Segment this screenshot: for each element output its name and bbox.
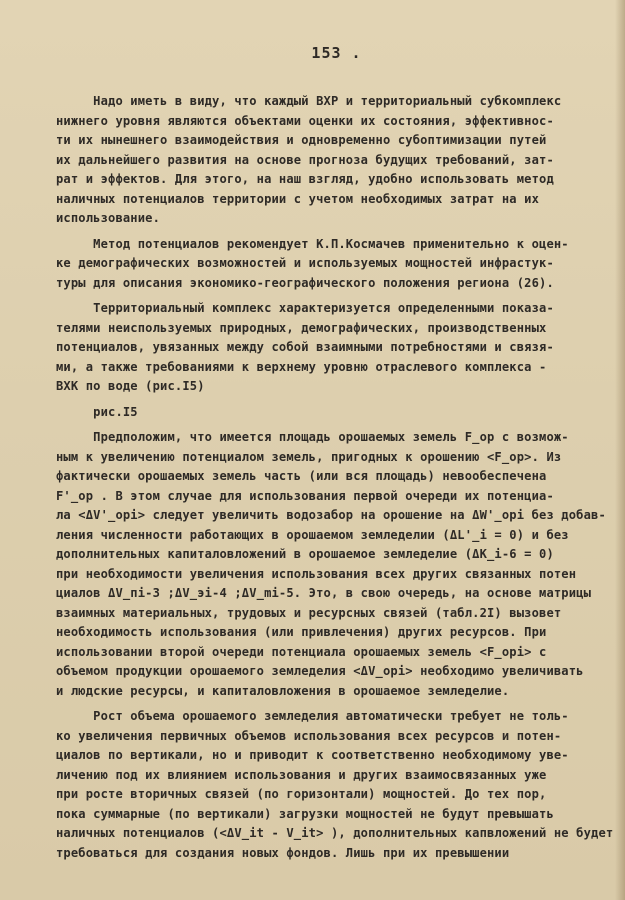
text-line: Надо иметь в виду, что каждый ВХР и территориальный субкомплекс: [56, 94, 562, 108]
text-line: циалов по вертикали, но и приводит к соответственно необходимому уве-: [56, 748, 569, 762]
text-line: их дальнейшего развития на основе прогноза будущих требований, зат-: [56, 152, 554, 167]
text-line: рат и эффектов. Для этого, на наш взгляд, удобно использовать метод: [56, 172, 554, 186]
text-line: потенциалов, увязанных между собой взаимными потребностями и связя-: [56, 340, 554, 354]
page-edge-shadow: [615, 0, 625, 900]
text-line: использовании второй очереди потенциала орошаемых земель <F_орi> с: [56, 644, 547, 659]
figure-reference: [56, 403, 595, 423]
text-line: Метод потенциалов рекомендует К.П.Космачев применительно к оцен-: [56, 236, 569, 251]
text-line: дополнительных капиталовложений в орошаемое земледелие (ΔK_i-6 = 0): [56, 547, 554, 561]
paragraph-1: [56, 92, 595, 229]
text-line: ВХК по воде (рис.I5): [56, 379, 205, 393]
paragraph-2: [56, 235, 595, 294]
text-line: Территориальный комплекс характеризуется определенными показа-: [56, 301, 554, 315]
text-line: при росте вторичных связей (по горизонтали) мощностей. До тех пор,: [56, 787, 547, 801]
paragraph-3: [56, 299, 595, 397]
text-line: туры для описания экономико-географического положения региона (26).: [56, 275, 554, 290]
text-line: личению под их влиянием использования и других взаимосвязанных уже: [56, 767, 547, 782]
text-line: ления численности работающих в орошаемом земледелии (ΔL'_i = 0) и без: [56, 527, 569, 542]
text-line: объемом продукции орошаемого земледелия <ΔV_орi> необходимо увеличивать: [56, 664, 584, 678]
text-line: требоваться для создания новых фондов. Лишь при их превышении: [56, 845, 510, 860]
text-line: рис.I5: [56, 404, 138, 419]
text-line: взаимных материальных, трудовых и ресурсных связей (табл.2I) вызовет: [56, 605, 562, 620]
text-line: ко увеличения первичных объемов использования всех ресурсов и потен-: [56, 728, 562, 743]
text-line: ми, а также требованиями к верхнему уровню отраслевого комплекса -: [56, 359, 547, 374]
text-line: телями неиспользуемых природных, демографических, производственных: [56, 320, 547, 335]
text-line: при необходимости увеличения использования всех других связанных потен: [56, 566, 577, 581]
text-line: Рост объема орошаемого земледелия автоматически требует не толь-: [56, 709, 569, 723]
text-line: ти их нынешнего взаимодействия и одновременно субоптимизации путей: [56, 133, 547, 147]
text-line: ла <ΔV'_орi> следует увеличить водозабор на орошение на ΔW'_орi без добав-: [56, 508, 606, 522]
text-line: пока суммарные (по вертикали) загрузки мощностей не будут превышать: [56, 806, 554, 821]
page-number: 153 .: [311, 44, 362, 62]
text-line: наличных потенциалов территории с учетом необходимых затрат на их: [56, 191, 540, 206]
text-line: необходимость использования (или привлечения) других ресурсов. При: [56, 625, 547, 639]
text-line: наличных потенциалов (<ΔV_it - V_it> ), дополнительных капвложений не будет: [56, 826, 614, 840]
text-line: фактически орошаемых земель часть (или вся площадь) невообеспечена: [56, 469, 547, 483]
text-line: ным к увеличению потенциалом земель, пригодных к орошению <F_ор>. Из: [56, 449, 562, 464]
text-line: Предположим, что имеется площадь орошаемых земель F_ор с возмож-: [56, 430, 569, 444]
text-line: нижнего уровня являются объектами оценки их состояния, эффективнос-: [56, 113, 554, 128]
text-line: F'_ор . В этом случае для использования первой очереди их потенциа-: [56, 488, 554, 503]
text-line: циалов ΔV_пi-3 ;ΔV_эi-4 ;ΔV_mi-5. Это, в свою очередь, на основе матрицы: [56, 586, 592, 600]
text-line: и людские ресурсы, и капиталовложения в орошаемое земледелие.: [56, 683, 510, 698]
text-line: использование.: [56, 211, 161, 225]
paragraph-5: [56, 707, 614, 863]
paragraph-4: [56, 428, 606, 701]
text-line: ке демографических возможностей и используемых мощностей инфрастук-: [56, 256, 554, 270]
